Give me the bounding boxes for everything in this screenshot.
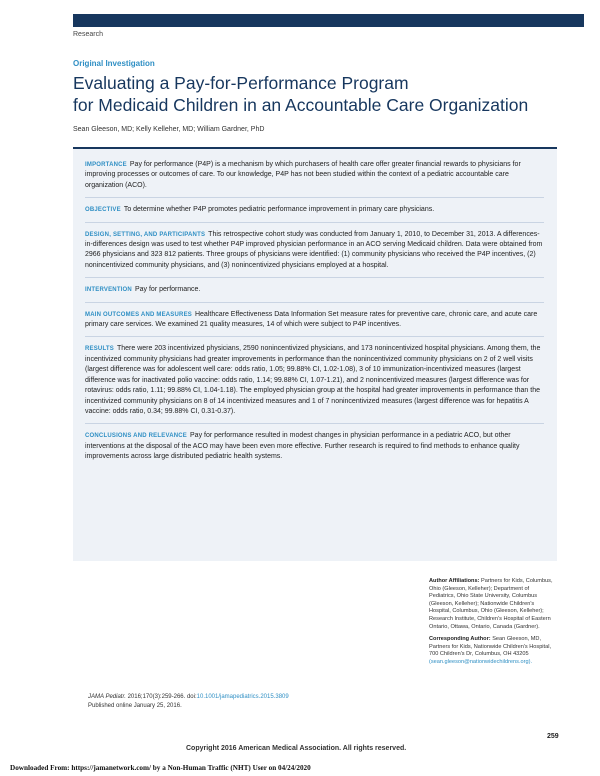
copyright-notice: Copyright 2016 American Medical Association. All rights reserved.	[186, 745, 407, 752]
abstract-box	[73, 147, 557, 561]
divider	[85, 302, 544, 303]
abstract-design	[85, 230, 544, 272]
conclusions-label: CONCLUSIONS AND RELEVANCE	[85, 433, 188, 440]
author-list: Sean Gleeson, MD; Kelly Kelleher, MD; William Gardner, PhD	[73, 126, 265, 133]
conclusions-text: Pay for performance resulted in modest changes in physician performance in a pediatric ACO, but other interventions at the disposal of the ACO may have been even more effective. Further research is required to find methods to enhance quality improvements across large distributed pediatric health systems.	[85, 432, 520, 461]
importance-label: IMPORTANCE	[85, 162, 127, 168]
abstract-outcomes	[85, 310, 544, 331]
author-affiliations	[429, 578, 554, 667]
section-label: Research	[73, 31, 103, 38]
design-text: This retrospective cohort study was conducted from January 1, 2010, to December 31, 2013. A differences-in-differences design was used to test whether P4P improved physician performance in an ACO serving Medicaid children. Data were obtained from 2966 physicians and 323 812 patients. Three groups of physicians were identified: (1) community physicians who received the P4P incentives, (2) nonincentivized community physicians, and (3) nonincentivized physicians employed at a hospital.	[85, 230, 543, 269]
intervention-label: INTERVENTION	[85, 287, 132, 294]
divider	[85, 336, 544, 337]
design-label: DESIGN, SETTING, AND PARTICIPANTS	[85, 231, 206, 238]
corresponding-text: Sean Gleeson, MD, Partners for Kids, Nationwide Children's Hospital, 700 Children's Dr, Columbus, OH 43205	[429, 636, 552, 658]
divider	[85, 197, 544, 198]
corresponding-label: Corresponding Author:	[429, 636, 491, 643]
outcomes-text: Healthcare Effectiveness Data Information Set measure rates for preventive care, chronic care, and acute care primary care services. We examined 21 quality measures, 14 of which were subject to P4P incentives.	[85, 310, 538, 329]
header-bar	[73, 14, 584, 27]
abstract-objective	[85, 205, 544, 215]
title-line: for Medicaid Children in an Accountable Care Organization	[73, 95, 529, 115]
importance-text: Pay for performance (P4P) is a mechanism by which purchasers of health care offer greater financial rewards to physicians for improving processes or outcomes of care. To our knowledge, P4P has not been studied within the context of a pediatric accountable care organization (ACO).	[85, 161, 521, 189]
intervention-text: Pay for performance.	[134, 286, 201, 294]
abstract-results	[85, 344, 544, 417]
abstract-intervention	[85, 285, 544, 295]
outcomes-label: MAIN OUTCOMES AND MEASURES	[85, 311, 192, 318]
divider	[85, 423, 544, 424]
article-type: Original Investigation	[73, 59, 155, 68]
results-text: There were 203 incentivized physicians, 2590 nonincentivized physicians, and 173 nonincentivized hospital physicians. Among them, the incentivized community physicians had greater improvements in performance than the nonincentivized community physicians on 2 of 2 well visits (largest difference was for adolescent well care: odds ratio, 1.05; 99.88% CI, 1.02-1.08), 3 of 10 immunization-incentivized measures (largest difference was for inactivated polio vaccine: odds ratio, 1.14; 99.88% CI, 1.07-1.21), and 2 nonincentivized measures (largest difference was for rotavirus: odds ratio, 1.11; 99.88% CI, 1.04-1.18). The employed physician group at the hospital had greater improvements in performance than the incentivized community physicians on 8 of 14 incentivized measures and 1 of 7 nonincentivized measures (largest difference was for hepatitis A vaccine: odds ratio, 0.34; 99.88% CI, 0.31-0.37).	[85, 345, 541, 415]
divider	[85, 222, 544, 223]
affiliations-label: Author Affiliations:	[429, 578, 480, 584]
citation-ref: 2016;170(3):259-266. doi:	[127, 694, 197, 700]
page-number: 259	[547, 733, 559, 740]
abstract-conclusions	[85, 431, 544, 462]
email-link[interactable]: (sean.gleeson@nationwidechildrens.org).	[429, 658, 533, 665]
download-notice: Downloaded From: https://jamanetwork.com/ by a Non-Human Traffic (NHT) User on 04/24/2020	[10, 764, 311, 772]
title-line: Evaluating a Pay-for-Performance Program	[73, 73, 409, 93]
results-label: RESULTS	[85, 346, 114, 353]
publication-date: Published online January 25, 2016.	[88, 702, 182, 709]
objective-text: To determine whether P4P promotes pediatric performance improvement in primary care physicians.	[123, 206, 435, 214]
doi-link[interactable]: 10.1001/jamapediatrics.2015.3809	[196, 694, 289, 700]
citation	[88, 693, 408, 710]
article-title	[73, 72, 573, 116]
divider	[85, 277, 544, 278]
objective-label: OBJECTIVE	[85, 207, 121, 214]
journal-name: JAMA Pediatr.	[88, 694, 126, 700]
abstract-importance	[85, 160, 544, 191]
affiliations-text: Partners for Kids, Columbus, Ohio (Gleeson, Kelleher); Department of Pediatrics, Ohio State University, Columbus (Gleeson, Kelleher); Nationwide Children's Hospital, Columbus, Ohio (Gleeson, Kelleher); Research Institute, Children's Hospital of Eastern Ontario, Ottawa, Ontario, Canada (Gardner).	[429, 578, 553, 630]
